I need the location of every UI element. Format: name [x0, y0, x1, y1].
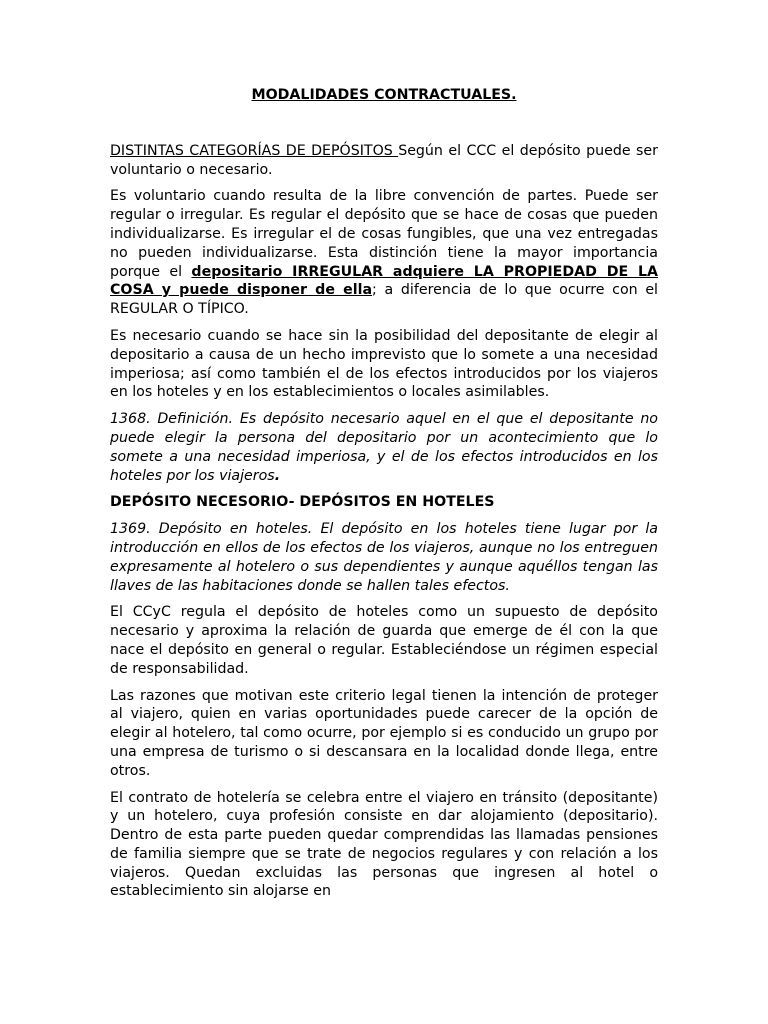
article-text: 1368. Definición. Es depósito necesario aquel en el que el depositante no puede elegir la persona del depositario por un acontecimiento que lo somete a una necesidad imperiosa, y el de los efectos introducidos en los hoteles por los viajeros — [110, 411, 658, 484]
section-heading-hoteles: DEPÓSITO NECESORIO- DEPÓSITOS EN HOTELES — [110, 494, 495, 511]
article-end: . — [274, 467, 281, 484]
paragraph-text: Es voluntario cuando resulta de la libre convención de partes. Puede ser regular o irregular. Es regular el depósito que se hace de cosas que pueden individualizarse. Es irregular el de cosas fungibles, que una vez entregadas no pueden individualizarse. Esta distinción tiene la mayor importancia porque el — [110, 188, 658, 280]
article-1369: 1369. Depósito en hoteles. El depósito en los hoteles tiene lugar por la introducción en ellos de los efectos de los viajeros, aunque no los entreguen expresamente al hotelero o sus dependientes y aunque aquéllos tengan las llaves de las habitaciones donde se hallen tales efectos. — [110, 521, 658, 594]
document-title: MODALIDADES CONTRACTUALES. — [251, 87, 517, 103]
paragraph-razones: Las razones que motivan este criterio legal tienen la intención de proteger al viajero, quien en varias oportunidades puede carecer de la opción de elegir al hotelero, tal como ocurre, por ejemplo si es conducido un grupo por una empresa de turismo o si descansara en la localidad donde llega, entre otros. — [110, 687, 658, 779]
paragraph-categorias — [110, 142, 658, 180]
paragraph-necesario: Es necesario cuando se hace sin la posibilidad del depositante de elegir al depositario a causa de un hecho imprevisto que lo somete a una necesidad imperiosa; así como también el de los efectos introducidos por los viajeros en los hoteles y en los establecimientos o locales asimilables. — [110, 327, 658, 401]
section-heading-categorias: DISTINTAS CATEGORÍAS DE DEPÓSITOS — [110, 142, 399, 159]
paragraph-contrato-hoteleria: El contrato de hotelería se celebra entre el viajero en tránsito (depositante) y un hotelero, cuya profesión consiste en dar alojamiento (depositario). Dentro de esta parte pueden quedar comprendidas las llamadas pensiones de familia siempre que se trate de negocios regulares y con relación a los viajeros. Quedan excluidas las personas que ingresen al hotel o establecimiento sin alojarse en — [110, 789, 658, 900]
paragraph-ccyc: El CCyC regula el depósito de hoteles como un supuesto de depósito necesario y aproxima la relación de guarda que emerge de él con la que nace el depósito en general o regular. Estableciéndose un régimen especial de responsabilidad. — [110, 604, 658, 677]
article-1368 — [110, 410, 658, 485]
document-body — [110, 86, 658, 939]
paragraph-text: Según el CCC el depósito puede ser voluntario o necesario. — [110, 142, 658, 178]
paragraph-voluntario — [110, 187, 658, 319]
emphasis-irregular: depositario IRREGULAR adquiere LA PROPIEDAD DE LA COSA y puede disponer de ella — [110, 263, 659, 299]
paragraph-text: ; a diferencia de lo que ocurre con el REGULAR O TÍPICO. — [110, 282, 659, 318]
